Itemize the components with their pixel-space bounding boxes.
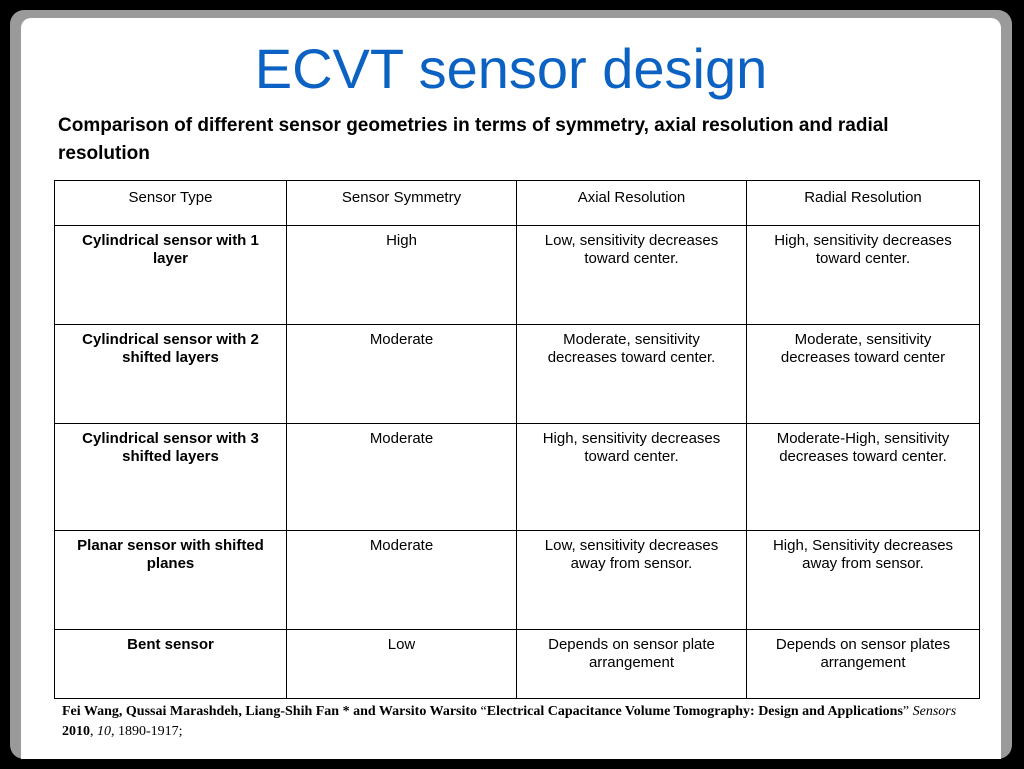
cell-sensor-type: Bent sensor (55, 630, 287, 699)
header-sensor-symmetry: Sensor Symmetry (287, 181, 517, 226)
cell-radial-resolution: Moderate-High, sensitivity decreases toward center. (747, 424, 980, 531)
cell-radial-resolution: High, sensitivity decreases toward center. (747, 226, 980, 325)
cell-sensor-type: Cylindrical sensor with 1 layer (55, 226, 287, 325)
citation-volume: 10 (97, 724, 111, 739)
cell-axial-resolution: Low, sensitivity decreases toward center. (517, 226, 747, 325)
cell-sensor-symmetry: High (287, 226, 517, 325)
cell-axial-resolution: High, sensitivity decreases toward center. (517, 424, 747, 531)
cell-radial-resolution: High, Sensitivity decreases away from sensor. (747, 531, 980, 630)
cell-sensor-symmetry: Moderate (287, 325, 517, 424)
cell-sensor-symmetry: Moderate (287, 531, 517, 630)
table-row (55, 226, 980, 325)
cell-radial-resolution: Moderate, sensitivity decreases toward center (747, 325, 980, 424)
cell-radial-resolution: Depends on sensor plates arrangement (747, 630, 980, 699)
citation-comma: , (90, 724, 97, 739)
citation-pages: , 1890-1917; (111, 724, 183, 739)
cell-sensor-type: Cylindrical sensor with 3 shifted layers (55, 424, 287, 531)
slide-title: ECVT sensor design (254, 37, 768, 100)
table-header-row (55, 181, 980, 226)
header-sensor-type: Sensor Type (55, 181, 287, 226)
header-axial-resolution: Axial Resolution (517, 181, 747, 226)
table-row (55, 531, 980, 630)
citation (62, 702, 962, 742)
cell-sensor-type: Planar sensor with shifted planes (55, 531, 287, 630)
table-row (55, 630, 980, 699)
citation-open-quote: “ (477, 704, 487, 719)
citation-authors: Fei Wang, Qussai Marashdeh, Liang-Shih Fan * and Warsito Warsito (62, 704, 478, 719)
cell-axial-resolution: Moderate, sensitivity decreases toward center. (517, 325, 747, 424)
cell-sensor-symmetry: Low (287, 630, 517, 699)
cell-axial-resolution: Low, sensitivity decreases away from sensor. (517, 531, 747, 630)
cell-axial-resolution: Depends on sensor plate arrangement (517, 630, 747, 699)
citation-paper-title: Electrical Capacitance Volume Tomography: Design and Applications (486, 704, 903, 719)
comparison-table (54, 180, 980, 699)
cell-sensor-type: Cylindrical sensor with 2 shifted layers (55, 325, 287, 424)
slide (21, 18, 1001, 759)
header-radial-resolution: Radial Resolution (747, 181, 980, 226)
table-row (55, 424, 980, 531)
table-row (55, 325, 980, 424)
citation-close-quote: ” (902, 704, 913, 719)
citation-year: 2010 (62, 724, 90, 739)
citation-journal: Sensors (912, 704, 957, 719)
cell-sensor-symmetry: Moderate (287, 424, 517, 531)
slide-subtitle: Comparison of different sensor geometries in terms of symmetry, axial resolution and radial resolution (58, 115, 889, 164)
